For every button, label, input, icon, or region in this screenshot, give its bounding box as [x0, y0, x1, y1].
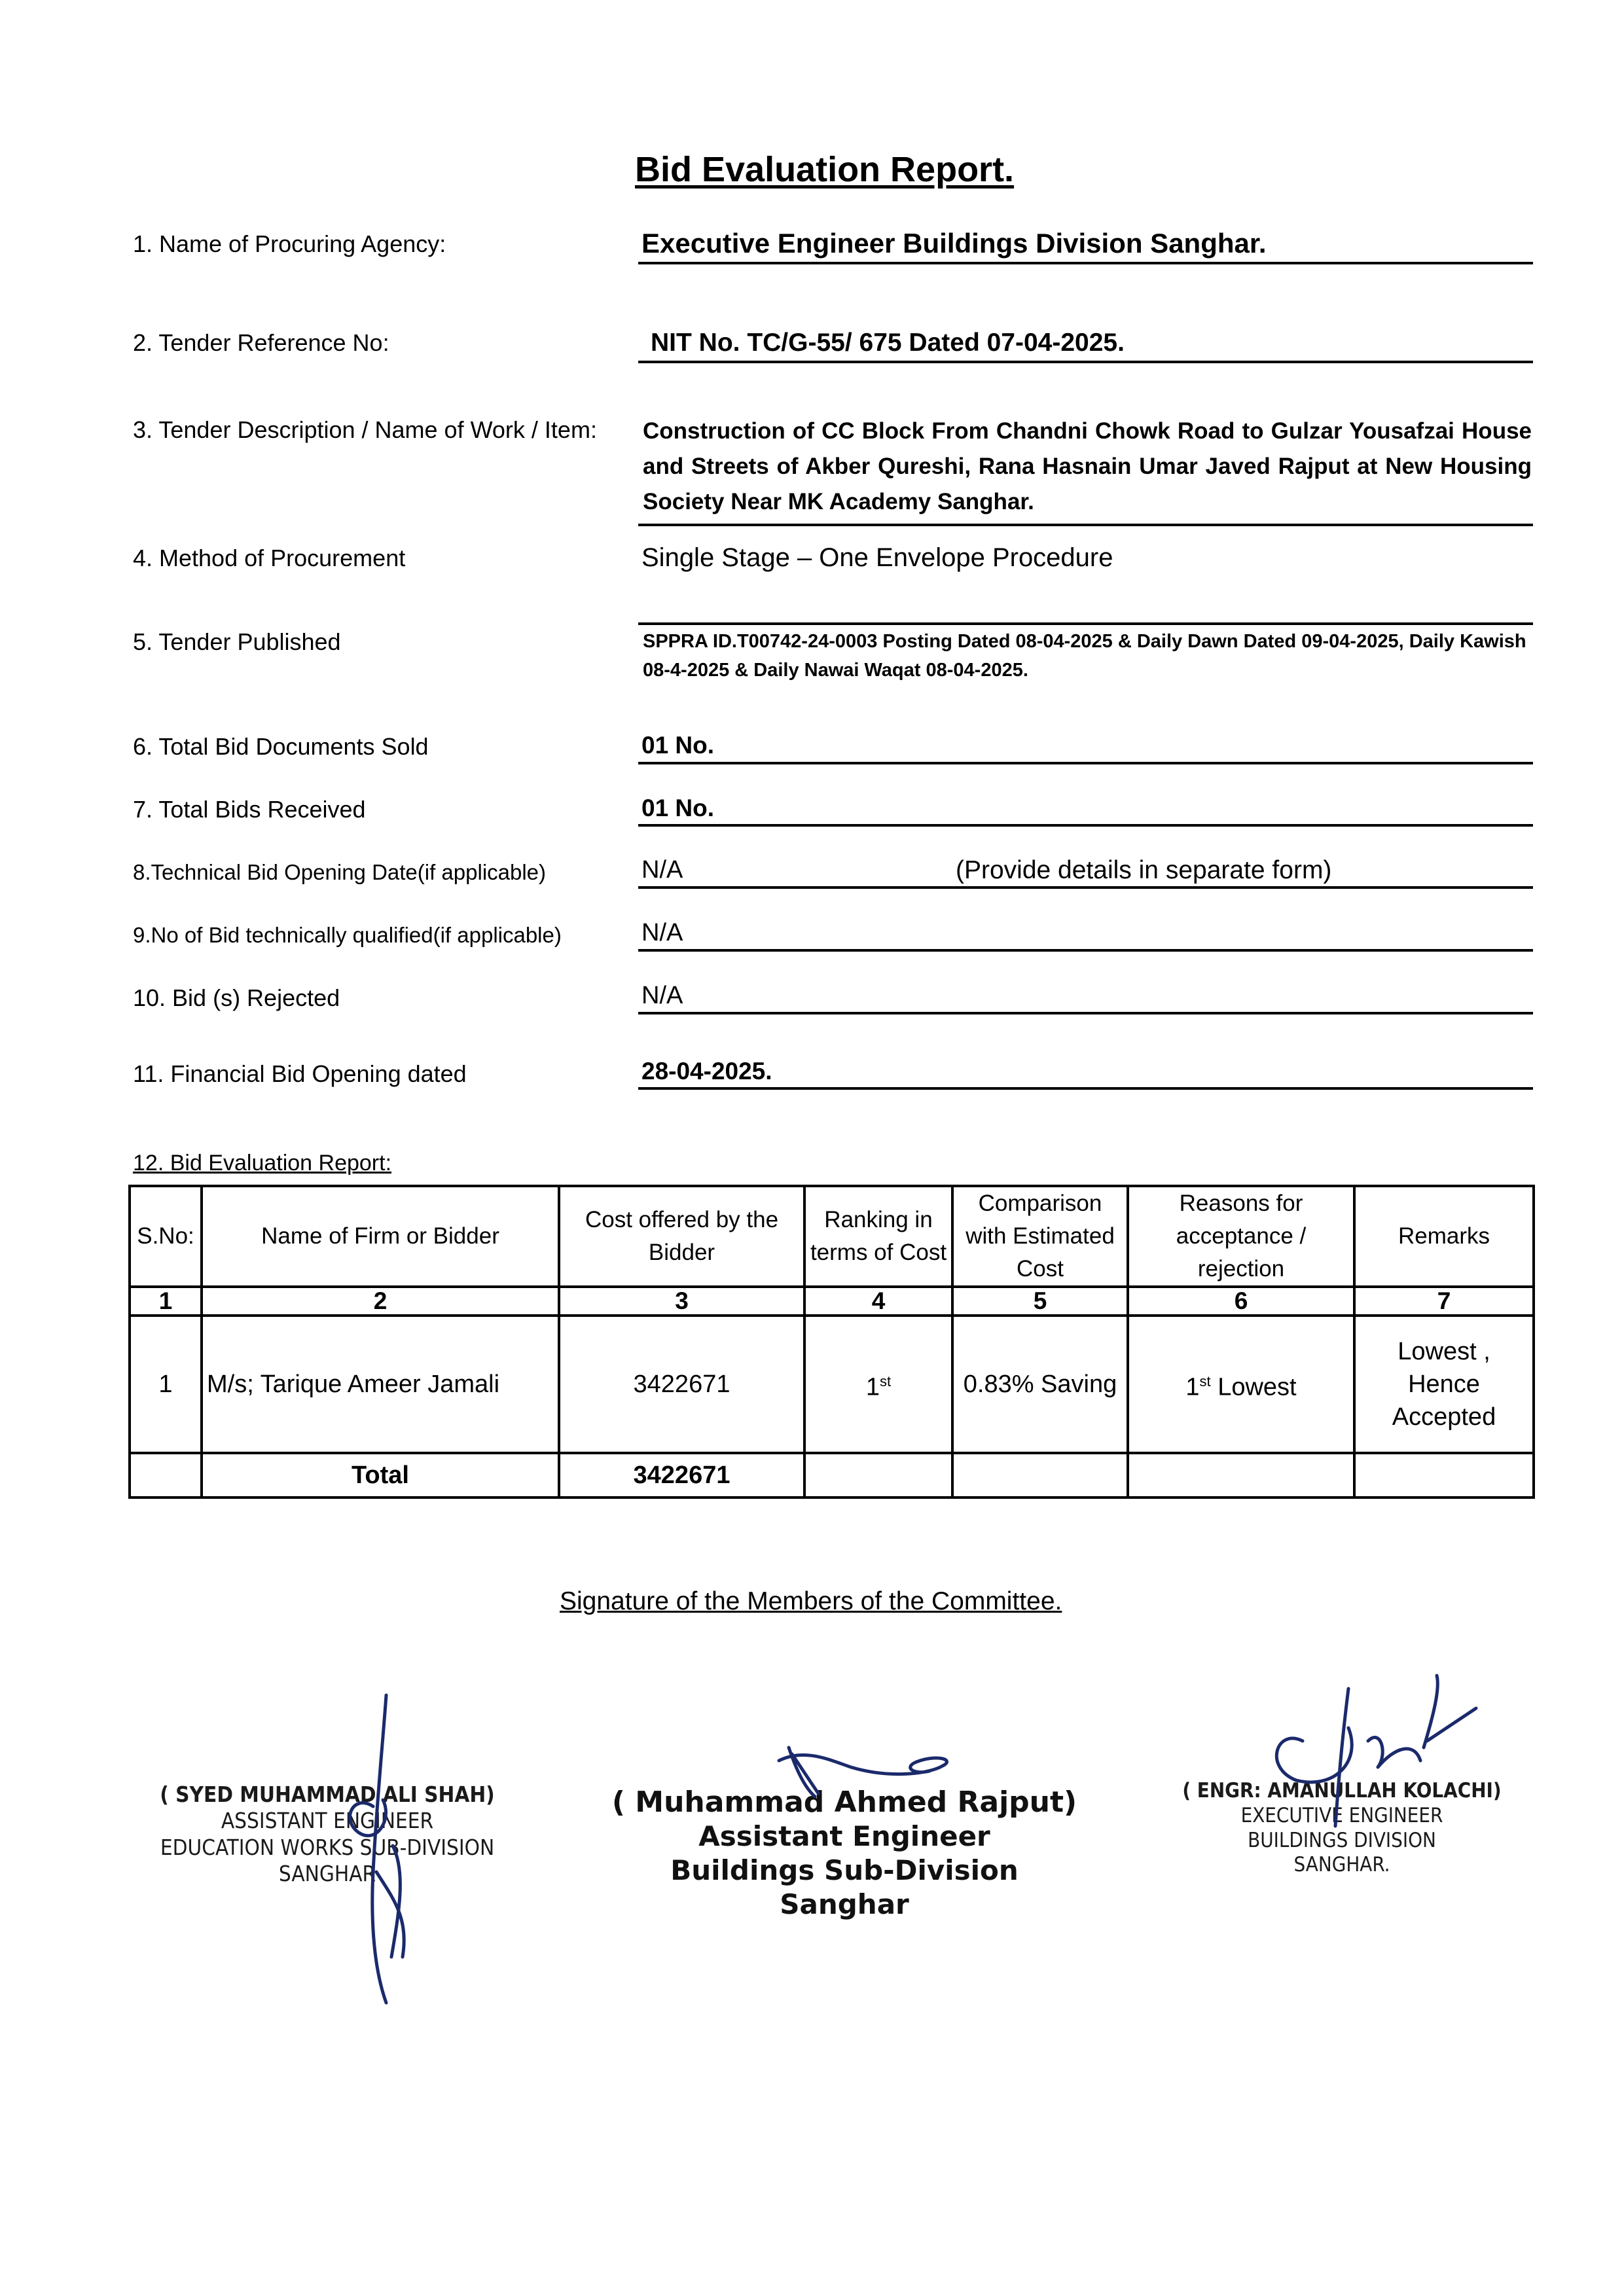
member-3-office: BUILDINGS DIVISION: [1248, 1828, 1436, 1852]
method-label: 4. Method of Procurement: [133, 545, 406, 571]
tech-qualified-value: N/A: [641, 919, 683, 946]
col-reasons-header: Reasons for acceptance / rejection: [1128, 1186, 1354, 1287]
published-value: SPPRA ID.T00742-24-0003 Posting Dated 08-04-2025 & Daily Dawn Dated 09-04-2025, Daily Kawish 08-4-2025 & Daily Nawai Waqat 08-04-2025.: [643, 631, 1526, 681]
ranking-number: 1: [865, 1373, 880, 1401]
total-value: 3422671: [559, 1453, 804, 1498]
reason-text: Lowest: [1210, 1373, 1297, 1401]
docs-sold-label: 6. Total Bid Documents Sold: [133, 733, 429, 760]
member-1-name: ( SYED MUHAMMAD ALI SHAH): [160, 1782, 495, 1807]
member-2-designation: Assistant Engineer: [698, 1820, 990, 1852]
docs-sold-value: 01 No.: [641, 732, 715, 759]
member-2-office: Buildings Sub-Division: [670, 1854, 1019, 1886]
signatures-heading: Signature of the Members of the Committee.: [560, 1587, 1062, 1615]
agency-label: 1. Name of Procuring Agency:: [133, 230, 446, 257]
tech-opening-note: (Provide details in separate form): [956, 856, 1332, 884]
member-2-name: ( Muhammad Ahmed Rajput): [611, 1785, 1077, 1819]
report-title: Bid Evaluation Report.: [635, 150, 1015, 189]
total-label: Total: [202, 1453, 559, 1498]
bids-received-label: 7. Total Bids Received: [133, 796, 366, 823]
ranking-suffix: st: [880, 1372, 892, 1390]
rejected-value: N/A: [641, 982, 683, 1009]
evaluation-heading: 12. Bid Evaluation Report:: [133, 1151, 392, 1175]
financial-opening-label: 11. Financial Bid Opening dated: [133, 1060, 467, 1087]
col-comparison-header: Comparison with Estimated Cost: [952, 1186, 1128, 1287]
col-number: 1: [130, 1287, 202, 1316]
tender-ref-label: 2. Tender Reference No:: [133, 329, 389, 356]
financial-opening-value: 28-04-2025.: [641, 1058, 772, 1085]
member-3-name: ( ENGR: AMANULLAH KOLACHI): [1182, 1779, 1502, 1803]
published-label: 5. Tender Published: [133, 628, 341, 655]
tech-opening-value: N/A: [641, 856, 683, 884]
col-bidder-header: Name of Firm or Bidder: [202, 1186, 559, 1287]
signature-3: [1276, 1676, 1476, 1826]
col-number: 6: [1128, 1287, 1354, 1316]
row-sno: 1: [130, 1316, 202, 1453]
member-3-location: SANGHAR.: [1293, 1853, 1390, 1877]
reason-number: 1: [1185, 1373, 1200, 1401]
description-label: 3. Tender Description / Name of Work / Item:: [133, 416, 597, 443]
col-number: 2: [202, 1287, 559, 1316]
row-bidder: M/s; Tarique Ameer Jamali: [202, 1316, 559, 1453]
col-remarks-header: Remarks: [1354, 1186, 1534, 1287]
col-sno-header: S.No:: [130, 1186, 202, 1287]
col-cost-header: Cost offered by the Bidder: [559, 1186, 804, 1287]
member-1-location: SANGHAR: [278, 1860, 376, 1886]
col-number: 3: [559, 1287, 804, 1316]
row-comparison: 0.83% Saving: [952, 1316, 1128, 1453]
description-value: Construction of CC Block From Chandni Chowk Road to Gulzar Yousafzai House and Streets of Akber Qureshi, Rana Hasnain Umar Javed Rajput at New Housing Society Near MK Academy Sanghar.: [643, 418, 1532, 514]
bids-received-value: 01 No.: [641, 795, 715, 821]
method-value: Single Stage – One Envelope Procedure: [641, 543, 1113, 572]
member-1-designation: ASSISTANT ENGINEER: [221, 1808, 434, 1834]
row-remarks: Lowest , Hence Accepted: [1354, 1316, 1534, 1453]
reason-suffix: st: [1199, 1372, 1211, 1390]
rejected-label: 10. Bid (s) Rejected: [133, 984, 340, 1011]
tender-ref-value: NIT No. TC/G-55/ 675 Dated 07-04-2025.: [651, 329, 1125, 357]
tech-qualified-label: 9.No of Bid technically qualified(if applicable): [133, 923, 562, 947]
signature-1: [350, 1695, 405, 2003]
col-number: 4: [804, 1287, 952, 1316]
row-cost: 3422671: [559, 1316, 804, 1453]
tech-opening-label: 8.Technical Bid Opening Date(if applicable): [133, 860, 547, 884]
col-number: 7: [1354, 1287, 1534, 1316]
member-1-office: EDUCATION WORKS SUB-DIVISION: [160, 1834, 495, 1860]
col-ranking-header: Ranking in terms of Cost: [804, 1186, 952, 1287]
member-3-designation: EXECUTIVE ENGINEER: [1240, 1803, 1443, 1827]
agency-value: Executive Engineer Buildings Division Sanghar.: [641, 228, 1267, 259]
col-number: 5: [952, 1287, 1128, 1316]
member-2-location: Sanghar: [780, 1888, 909, 1920]
signature-2: [779, 1748, 947, 1797]
